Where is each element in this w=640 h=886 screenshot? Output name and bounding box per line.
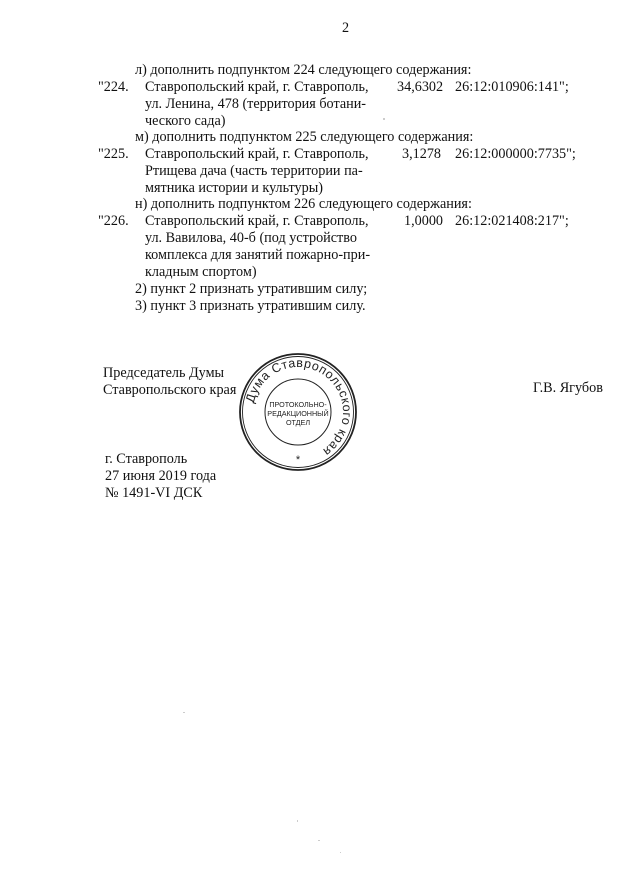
entry-number-224: "224. (98, 79, 129, 95)
signatory-title-line2: Ставропольского края (103, 382, 237, 398)
entry-address-line: комплекса для занятий пожарно-при- (145, 247, 371, 263)
scan-speck (383, 118, 385, 120)
amendment-intro-226: н) дополнить подпунктом 226 следующего содержания: (135, 196, 472, 212)
entry-area: 1,0000 (404, 213, 444, 229)
entry-area: 34,6302 (397, 79, 444, 95)
entry-number-225: "225. (98, 146, 129, 162)
entry-address-line: кладным спортом) (145, 264, 257, 280)
stamp-star: * (295, 454, 301, 466)
entry-address-line: Ставропольский край, г. Ставрополь, (145, 79, 369, 95)
entry-address-line: ул. Вавилова, 40-б (под устройство (145, 230, 357, 246)
stamp-seal-graphic (236, 350, 360, 474)
scan-speck (318, 840, 320, 841)
entry-area: 3,1278 (402, 146, 442, 162)
entry-address-line: ул. Ленина, 478 (территория ботани- (145, 96, 367, 112)
stamp-ring-text: Дума Ставропольского края (243, 355, 355, 460)
item-point-3: 3) пункт 3 признать утратившим силу. (135, 298, 366, 314)
official-stamp-seal (236, 350, 360, 474)
entry-address-line: Ставропольский край, г. Ставрополь, (145, 146, 369, 162)
footer-document-number: № 1491-VI ДСК (105, 485, 203, 501)
entry-address-line: Ставропольский край, г. Ставрополь, (145, 213, 369, 229)
entry-address-line: Ртищева дача (часть территории па- (145, 163, 363, 179)
stamp-center-line: ОТДЕЛ (285, 418, 311, 427)
entry-cadastral-number: 26:12:010906:141"; (455, 79, 569, 95)
entry-address-line: мятника истории и культуры) (145, 180, 324, 196)
footer-city: г. Ставрополь (105, 451, 188, 467)
stamp-center-line: ПРОТОКОЛЬНО- (269, 400, 327, 409)
footer-date: 27 июня 2019 года (105, 468, 217, 484)
scan-speck (340, 852, 341, 853)
entry-address-line: ческого сада) (145, 113, 226, 129)
entry-cadastral-number: 26:12:000000:7735"; (455, 146, 576, 162)
signatory-name: Г.В. Ягубов (533, 380, 603, 396)
entry-number-226: "226. (98, 213, 129, 229)
amendment-intro-225: м) дополнить подпунктом 225 следующего содержания: (135, 129, 474, 145)
stamp-center-line: РЕДАКЦИОННЫЙ (267, 409, 329, 418)
entry-cadastral-number: 26:12:021408:217"; (455, 213, 569, 229)
item-point-2: 2) пункт 2 признать утратившим силу; (135, 281, 368, 297)
scan-speck (297, 820, 298, 822)
page-number: 2 (342, 20, 350, 36)
amendment-intro-224: л) дополнить подпунктом 224 следующего содержания: (135, 62, 472, 78)
scan-speck (183, 712, 185, 713)
signatory-title-line1: Председатель Думы (103, 365, 225, 381)
